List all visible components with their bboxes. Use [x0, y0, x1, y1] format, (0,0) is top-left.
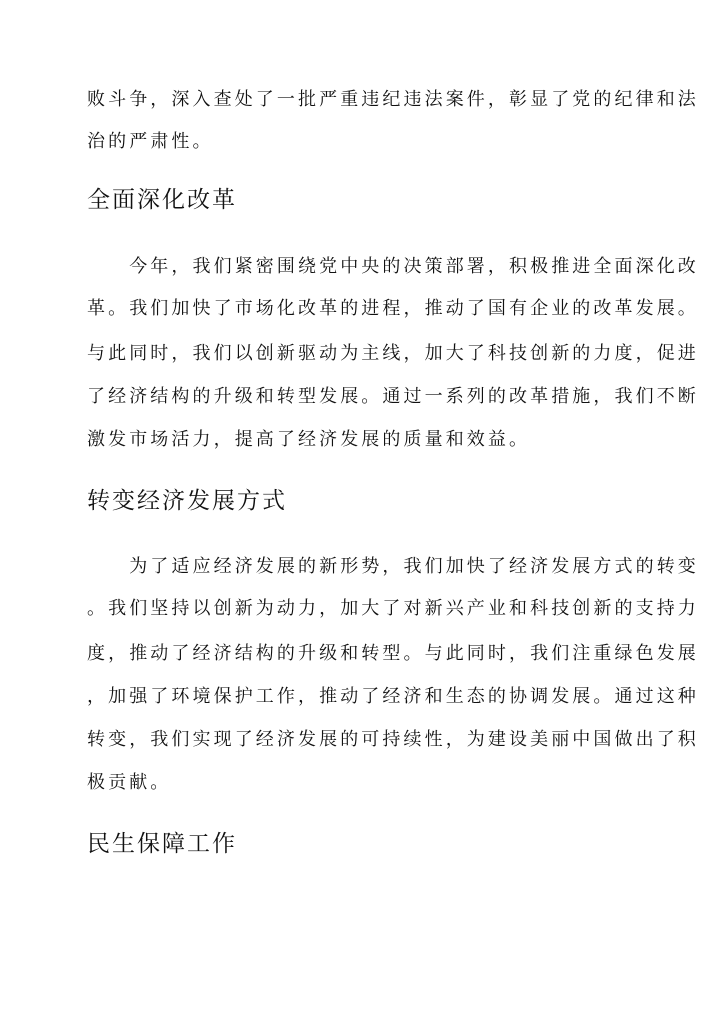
paragraph-line: 为了适应经济发展的新形势，我们加快了经济发展方式的转变 [87, 556, 699, 577]
section-heading: 民生保障工作 [87, 831, 237, 857]
paragraph-line: 败斗争，深入查处了一批严重违纪违法案件，彰显了党的纪律和法 [87, 89, 699, 110]
paragraph-line: 极贡献。 [87, 772, 172, 793]
paragraph-line: 与此同时，我们以创新驱动为主线，加大了科技创新的力度，促进 [87, 343, 699, 364]
section-heading: 转变经济发展方式 [87, 488, 287, 514]
paragraph-line: 度，推动了经济结构的升级和转型。与此同时，我们注重绿色发展 [87, 643, 699, 664]
section-heading: 全面深化改革 [87, 187, 237, 213]
paragraph-line: 革。我们加快了市场化改革的进程，推动了国有企业的改革发展。 [87, 298, 699, 319]
paragraph-line: 治的严肃性。 [87, 131, 214, 152]
paragraph-line: 转变，我们实现了经济发展的可持续性，为建设美丽中国做出了积 [87, 729, 699, 750]
paragraph-line: 。我们坚持以创新为动力，加大了对新兴产业和科技创新的支持力 [87, 598, 699, 619]
paragraph-line: 激发市场活力，提高了经济发展的质量和效益。 [87, 429, 531, 450]
paragraph-line: 今年，我们紧密围绕党中央的决策部署，积极推进全面深化改 [87, 256, 699, 277]
paragraph-line: 了经济结构的升级和转型发展。通过一系列的改革措施，我们不断 [87, 386, 699, 407]
paragraph-line: ，加强了环境保护工作，推动了经济和生态的协调发展。通过这种 [87, 686, 699, 707]
